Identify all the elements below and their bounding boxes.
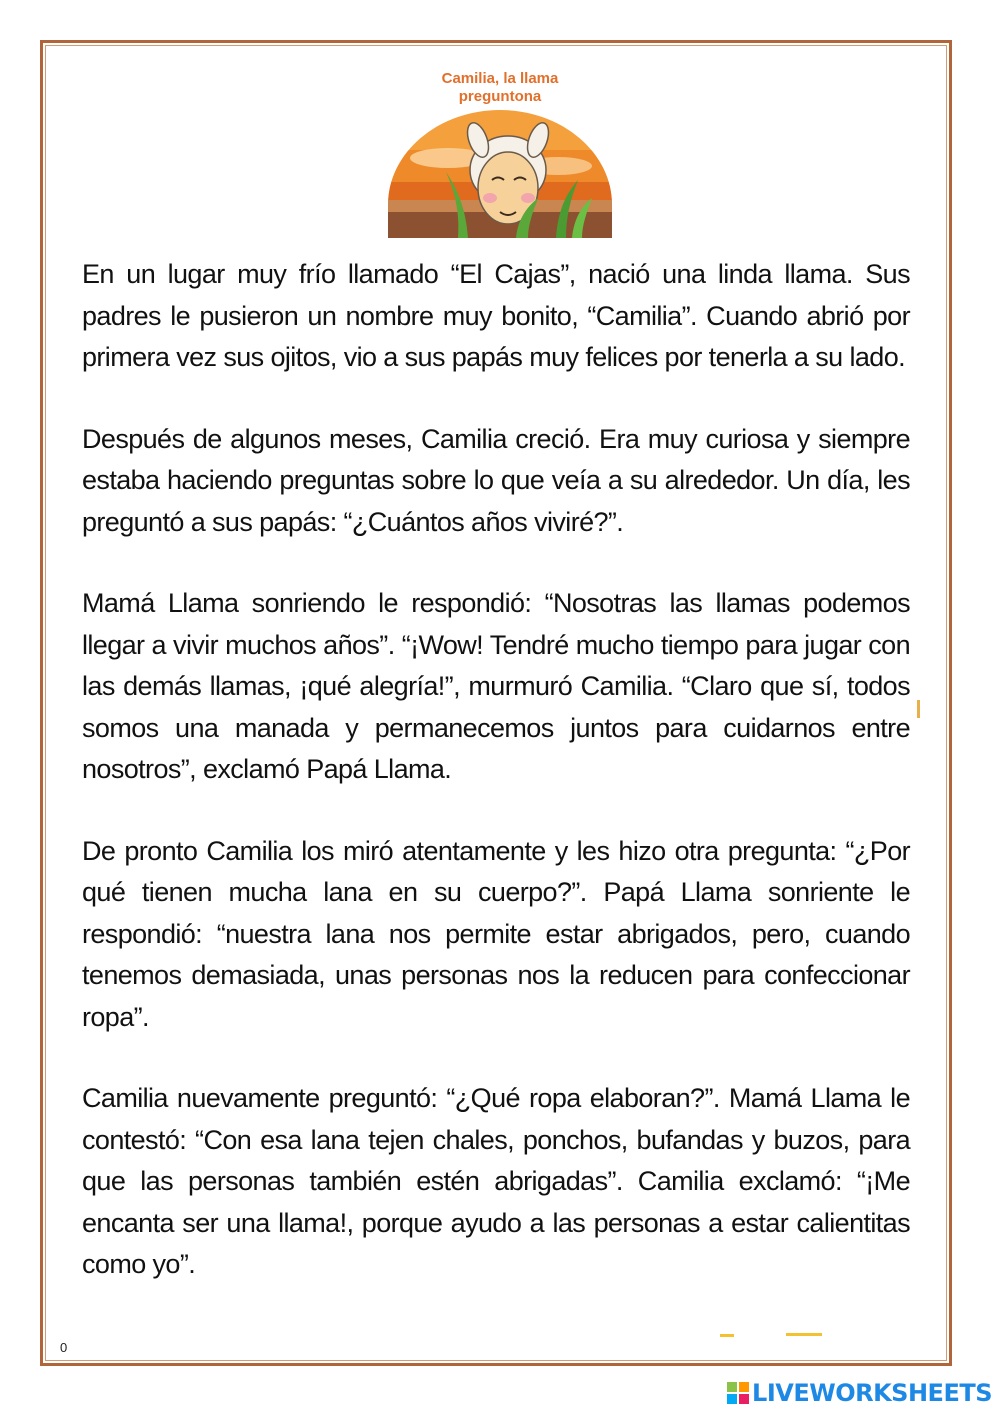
story-paragraph-2: Después de algunos meses, Camilia creció. Era muy curiosa y siempre estaba haciendo preguntas sobre lo que veía a su alrededor. Un día, les preguntó a sus papás: “¿Cuántos años viviré?”.: [82, 423, 910, 537]
footer-brand-text: LIVEWORKSHEETS: [752, 1379, 992, 1407]
decorative-dash: [720, 1334, 734, 1337]
story-title-line2: preguntona: [458, 88, 542, 105]
story-paragraph-5: Camilia nuevamente preguntó: “¿Qué ropa elaboran?”. Mamá Llama le contestó: “Con esa lana tejen chales, ponchos, bufandas y buzos, para que las personas también estén abrigadas”. Camilia exclamó: “¡Me encanta ser una llama!, porque ayudo a las personas a estar calientitas como yo”.: [82, 1083, 910, 1279]
story-paragraph-4: De pronto Camilia los miró atentamente y les hizo otra pregunta: “¿Por qué tienen mucha lana en su cuerpo?”. Papá Llama sonriente le respondió: “nuestra lana nos permite estar abrigados, pero, cuando tenemos demasiada, unas personas nos la reducen para confeccionar ropa”.: [82, 835, 910, 1032]
story-paragraph-1: En un lugar muy frío llamado “El Cajas”, nació una linda llama. Sus padres le pusieron un nombre muy bonito, “Camilia”. Cuando abrió por primera vez sus ojitos, vio a sus papás muy felices por tenerla a su lado.: [82, 259, 910, 372]
story-body: [82, 254, 910, 1326]
decorative-dash: [786, 1333, 822, 1336]
story-paragraph-3: Mamá Llama sonriendo le respondió: “Nosotras las llamas podemos llegar a vivir muchos años”. “¡Wow! Tendré mucho tiempo para jugar con las demás llamas, ¡qué alegría!”, murmuró Camilia. “Claro que sí, todos somos una manada y permanecemos juntos para cuidarnos entre nosotros”, exclamó Papá Llama.: [82, 588, 910, 784]
margin-mark: [917, 700, 920, 718]
story-title: [400, 70, 600, 106]
liveworksheets-logo-icon: [726, 1381, 750, 1405]
page-number: 0: [60, 1340, 68, 1355]
llama-illustration: [388, 110, 612, 238]
footer-brand[interactable]: [726, 1378, 992, 1408]
story-title-line1: Camilia, la llama: [441, 70, 559, 87]
